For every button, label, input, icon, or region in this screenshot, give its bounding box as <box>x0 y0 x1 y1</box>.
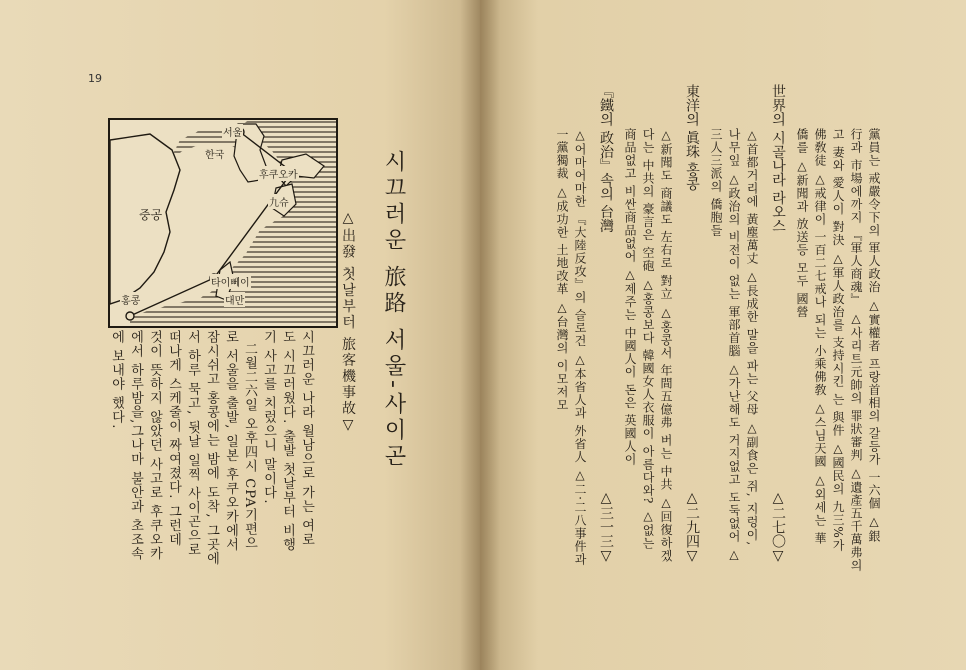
body-line: 기 사고를 치렀으니 말이다. <box>261 330 276 505</box>
map-label-taipei: 타이뻬이 <box>210 274 251 289</box>
toc-line: △新聞도 商議도 左右로 對立 △홍콩서 年間五億弗 버는 中共 △回復하겠 <box>659 128 673 563</box>
body-line: 에서 하루밤을,그나마 불안과 초조속 <box>128 330 143 561</box>
body-line: 로 서울을 출발, 일본 후쿠오카에서 <box>223 330 238 552</box>
toc-section-heading: 『鐵의 政治』속의 台灣 <box>598 84 614 233</box>
toc-page-ref: △二九四▽ <box>684 490 700 564</box>
toc-line: 僑를 △新聞과 放送등 모두 國營 <box>795 128 809 319</box>
map-label-kyushu: 九슈 <box>268 194 290 209</box>
map-label-hongkong: 홍콩 <box>120 292 141 307</box>
toc-line: 黨員는 戒嚴令下의 軍人政治 △實權者 프랑首相의 갈등가 一六個 △銀 <box>867 128 881 543</box>
page-number: 19 <box>88 72 102 85</box>
body-line: 잠시쉬고 홍콩에는 밤에 도착, 그곳에 <box>204 330 219 566</box>
toc-line: 나무잎 △政治의 비전이 없는 軍部首腦 △가난해도 거지없고 도둑없어 △ <box>727 128 741 563</box>
map-label-taiwan: 대만 <box>224 292 245 307</box>
toc-section-heading: 世界의 시골나라 라오스 <box>770 84 786 233</box>
toc-line: 三人三派의 僑胞들 <box>709 128 723 237</box>
book-gutter <box>460 0 500 670</box>
toc-line: △首都거리에 黃塵萬丈 △長成한 말을 파는 父母 △副食은 쥐, 지렁이, <box>745 128 759 547</box>
map-label-china: 중공 <box>139 208 163 222</box>
body-line: 시끄러운 나라 월남으로 가는 여로 <box>299 330 314 547</box>
toc-line: 다는 中共의 豪言은 空砲 △홍콩보다 韓國女人衣服이 아름다와? △없는 <box>641 128 655 551</box>
toc-line: 行과 市場에까지 『軍人商魂』 △사리트元帥의 罪狀審判 △遺產五千萬弗의 <box>849 128 863 573</box>
body-line: 것이 뜻하지 않았던 사고로 후쿠오카 <box>147 330 162 561</box>
right-page <box>480 0 966 670</box>
route-map <box>108 118 338 328</box>
toc-page-ref: △三一三▽ <box>598 490 614 564</box>
article-title: 시끄러운 旅路 서울-사이곤 <box>381 150 406 470</box>
body-line: 에 보내야 했다. <box>109 330 124 430</box>
toc-line: 商品없고 비싼商品없어 △제주는 中國人이 돈은 英國人이 <box>623 128 637 467</box>
article-subtitle: △出發 첫날부터 旅客機事故▽ <box>340 210 356 435</box>
toc-line: 一黨獨裁 △成功한 土地改革 △台灣의 이모저모 <box>555 128 569 412</box>
left-page <box>0 0 480 670</box>
toc-section-heading: 東洋의 眞珠 홍콩 <box>684 84 700 191</box>
body-line: 도 시끄러웠다. 출발 첫날부터 비행 <box>280 330 295 552</box>
toc-line: △어마어마한 『大陸反攻』의 슬로건 △本省人과 外省人 △二·二八事件과 <box>573 128 587 566</box>
map-label-seoul: 서울 <box>222 124 243 139</box>
body-line: 떠나게 스케줄이 짜여졌다. 그런데 <box>166 330 181 547</box>
body-line: 二월二六일 오후四시 CPA기편으 <box>242 342 257 551</box>
map-label-korea: 한국 <box>204 146 225 161</box>
toc-line: 佛敎徒 △戒律이 一百二七戒나 되는 小乘佛敎 △스님天國 △외세는 華 <box>813 128 827 545</box>
map-label-fukuoka: 후쿠오카 <box>258 166 299 181</box>
toc-page-ref: △二七〇▽ <box>770 490 786 564</box>
body-line: 서 하루 묵고, 뒷날 일찍 사이곤으로 <box>185 330 200 557</box>
toc-line: 고 妻와 愛人이 對決 △軍人政治를 支持시킨 는 與件 △國民의 九三%가 <box>831 128 845 552</box>
